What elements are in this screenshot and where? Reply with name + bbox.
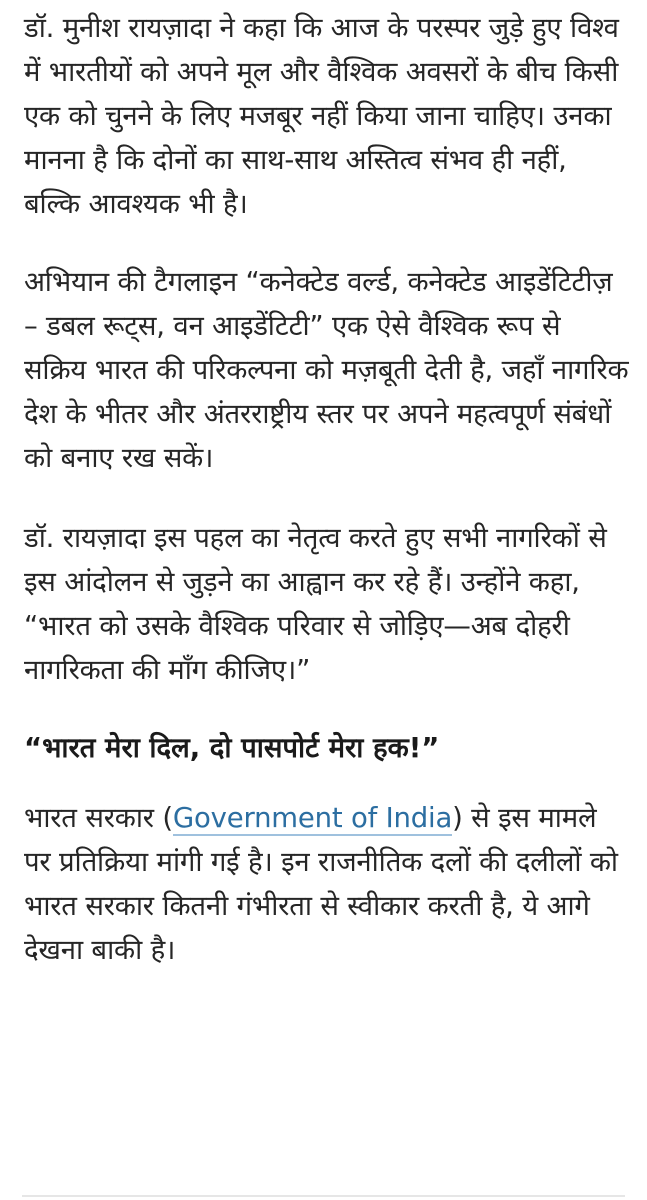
bottom-divider [22, 1195, 625, 1197]
article-body [24, 0, 630, 972]
paragraph-text-after-link: ) से इस मामले पर प्रतिक्रिया मांगी गई है। इन राजनीतिक दलों की दलीलों को भारत सरकार कितनी गंभीरता से स्वीकार करती है, ये आगे देखना बाकी है। [24, 802, 618, 966]
paragraph-government-response [24, 796, 630, 972]
slogan-heading: “भारत मेरा दिल, दो पासपोर्ट मेरा हक!” [24, 732, 440, 764]
paragraph-campaign-tagline: अभियान की टैगलाइन “कनेक्टेड वर्ल्ड, कनेक्टेड आइडेंटिटीज़ – डबल रूट्स, वन आइडेंटिटी” एक ऐसे वैश्विक रूप से सक्रिय भारत की परिकल्पना को मज़बूती देती है, जहाँ नागरिक देश के भीतर और अंतरराष्ट्रीय स्तर पर अपने महत्वपूर्ण संबंधों को बनाए रख सकें। [24, 266, 629, 474]
government-of-india-link[interactable]: Government of India [172, 802, 453, 834]
paragraph-raizada-statement: डॉ. मुनीश रायज़ादा ने कहा कि आज के परस्पर जुड़े हुए विश्व में भारतीयों को अपने मूल और वैश्विक अवसरों के बीच किसी एक को चुनने के लिए मजबूर नहीं किया जाना चाहिए। उनका मानना है कि दोनों का साथ-साथ अस्तित्व संभव ही नहीं, बल्कि आवश्यक भी है। [24, 12, 619, 220]
paragraph-call-to-action: डॉ. रायज़ादा इस पहल का नेतृत्व करते हुए सभी नागरिकों से इस आंदोलन से जुड़ने का आह्वान कर रहे हैं। उन्होंने कहा, “भारत को उसके वैश्विक परिवार से जोड़िए—अब दोहरी नागरिकता की माँग कीजिए।” [24, 522, 607, 686]
paragraph-text-before-link: भारत सरकार ( [24, 802, 173, 834]
